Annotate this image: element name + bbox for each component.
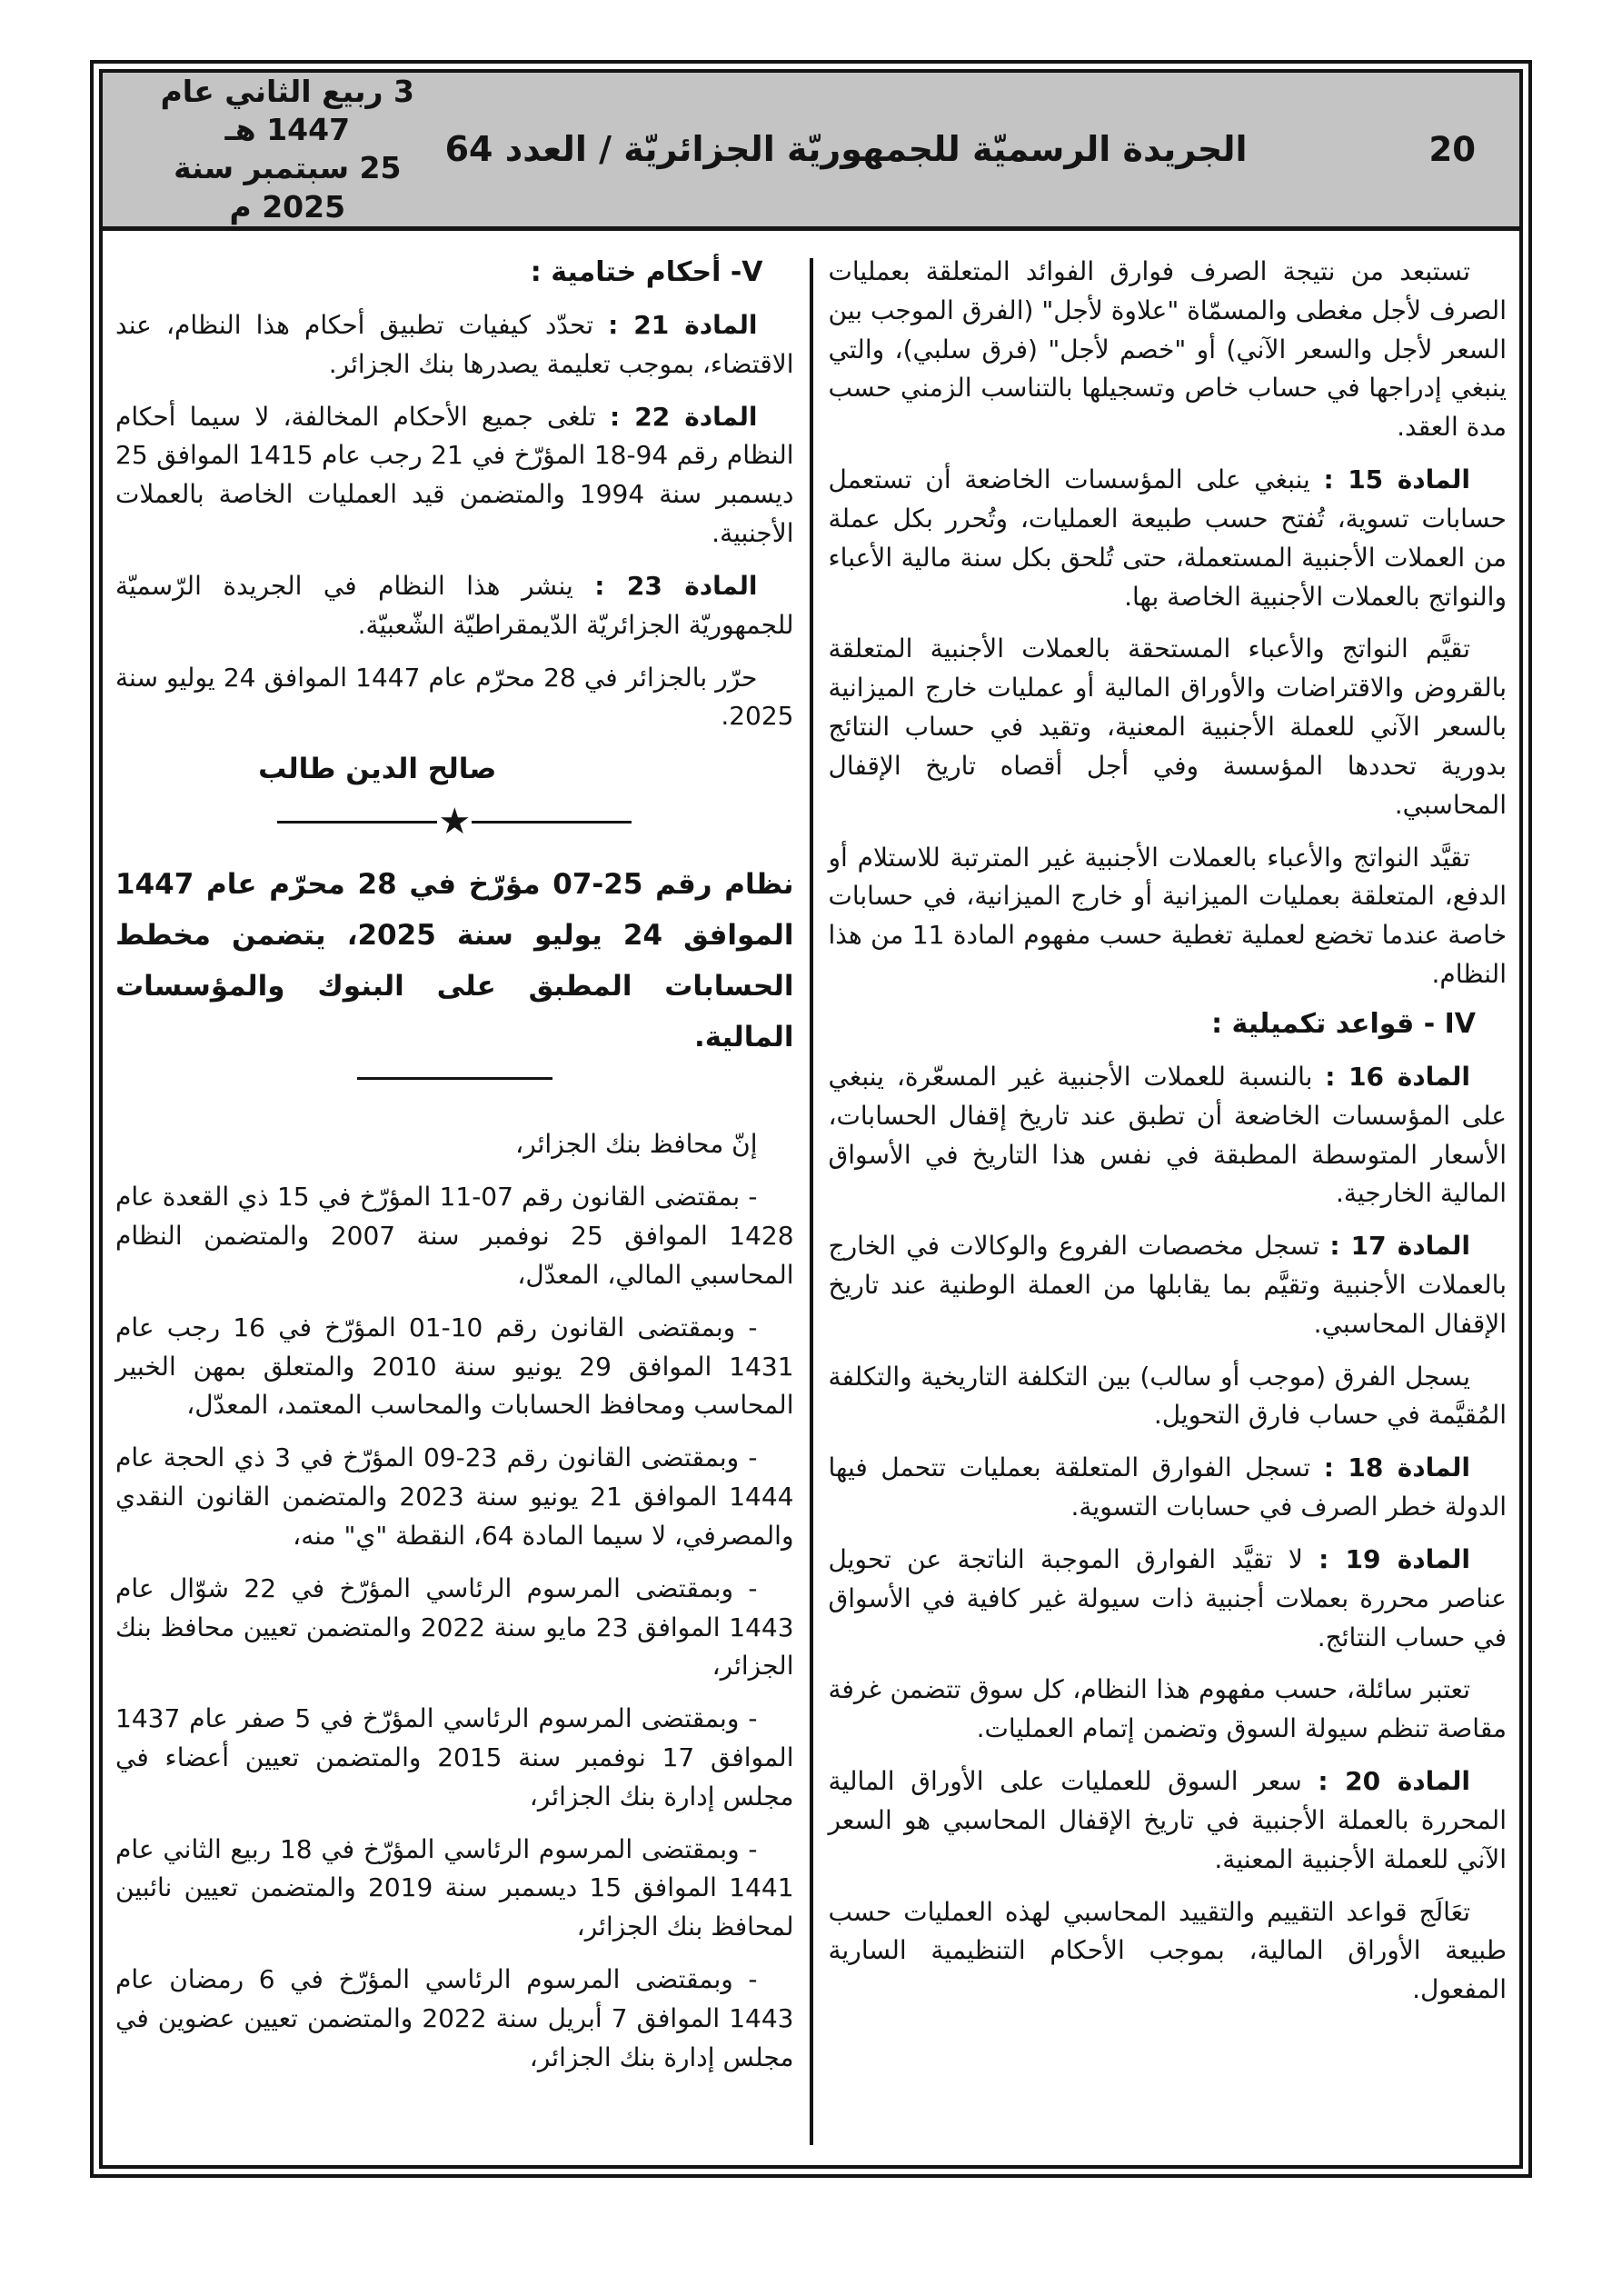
regulation-title: نظام رقم 25-07 مؤرّخ في 28 محرّم عام 1447 الموافق 24 يوليو سنة 2025، يتضمن مخطط الحسابات المطبق على البنوك والمؤسسات المالية. [115,868,794,1053]
visa-paragraph: - وبمقتضى القانون رقم 10-01 المؤرّخ في 16 رجب عام 1431 الموافق 29 يونيو سنة 2010 والمتعلق بمهن الخبير المحاسب ومحافظ الحسابات والمحاسب المعتمد، المعدّل، [115,1312,794,1421]
column-divider [810,258,813,2145]
spacer [115,1113,794,1125]
article-17-paragraph: المادة 17 : تسجل مخصصات الفروع والوكالات في الخارج بالعملات الأجنبية وتقيَّم بما يقابلها من العملة الوطنية عند تاريخ الإقفال المحاسبي. [828,1231,1507,1339]
visa-paragraph: - وبمقتضى المرسوم الرئاسي المؤرّخ في 22 شوّال عام 1443 الموافق 23 مايو سنة 2022 والمتضمن تعيين محافظ بنك الجزائر، [115,1572,794,1682]
date-gregorian: 25 سبتمبر سنة 2025 م [174,150,402,225]
journal-title: الجريدة الرسميّة للجمهوريّة الجزائريّة / العدد 64 [444,129,1248,170]
signature-name: صالح الدين طالب [258,753,497,786]
article-16-paragraph: المادة 16 : بالنسبة للعملات الأجنبية غير المسعّرة، ينبغي على المؤسسات الخاضعة أن تطبق عند تاريخ إقفال الحسابات، الأسعار المتوسطة المطبقة في نفس هذا التاريخ في الأسواق المالية الخارجية. [828,1061,1507,1209]
article-22-number: المادة 22 : [610,401,758,432]
article-17-number: المادة 17 : [1329,1231,1470,1262]
section-heading-final-provisions: V- أحكام ختامية : [530,255,763,288]
article-20-number: المادة 20 : [1318,1766,1470,1797]
preamble-paragraph: إنّ محافظ بنك الجزائر، [515,1129,758,1160]
article-paragraph: تعَالَج قواعد التقييم والتقييد المحاسبي لهذه العمليات حسب طبيعة الأوراق المالية، بموجب الأحكام التنظيمية السارية المفعول. [828,1896,1507,2005]
article-16-number: المادة 16 : [1325,1061,1470,1092]
article-18-number: المادة 18 : [1323,1452,1470,1483]
visa-paragraph: - وبمقتضى المرسوم الرئاسي المؤرّخ في 18 ربيع الثاني عام 1441 الموافق 15 ديسمبر سنة 2019 والمتضمن تعيين نائبين لمحافظ بنك الجزائر، [115,1833,794,1942]
page-number: 20 [1428,129,1476,169]
section-heading-complementary-rules: IV - قواعد تكميلية : [1211,1007,1476,1040]
date-hijri: 3 ربيع الثاني عام 1447 هـ [160,74,414,148]
divider-line [472,821,632,824]
page-frame [90,60,1532,2178]
article-paragraph: تقيَّد النواتج والأعباء بالعملات الأجنبية غير المترتبة للاستلام أو الدفع، المتعلقة بعمليات الميزانية أو خارج الميزانية، في حسابات خاصة عندما تخضع لعملية تغطية حسب مفهوم المادة 11 من هذا النظام. [828,842,1507,990]
star-divider [277,801,632,844]
star-icon: ★ [438,801,472,844]
article-20-paragraph: المادة 20 : سعر السوق للعمليات على الأوراق المالية المحررة بالعملة الأجنبية في تاريخ الإقفال المحاسبي هو السعر الآني للعملة الأجنبية المعنية. [828,1766,1507,1874]
article-19-paragraph: المادة 19 : لا تقيَّد الفوارق الموجبة الناتجة عن تحويل عناصر محررة بعملات أجنبية ذات سيولة غير كافية في الأسواق في حساب النتائج. [828,1543,1507,1652]
article-19-number: المادة 19 : [1318,1543,1470,1574]
article-22-paragraph: المادة 22 : تلغى جميع الأحكام المخالفة، لا سيما أحكام النظام رقم 94-18 المؤرّخ في 21 رجب عام 1415 الموافق 25 ديسمبر سنة 1994 والمتضمن قيد العمليات الخاصة بالعملات الأجنبية. [115,401,794,549]
masthead [103,73,1519,231]
article-23-paragraph: المادة 23 : ينشر هذا النظام في الجريدة الرّسميّة للجمهوريّة الجزائريّة الدّيمقراطيّة الشّعبيّة. [115,570,794,640]
page-frame-inner [99,69,1523,2169]
visa-paragraph: - وبمقتضى المرسوم الرئاسي المؤرّخ في 5 صفر عام 1437 الموافق 17 نوفمبر سنة 2015 والمتضمن تعيين أعضاء في مجلس إدارة بنك الجزائر، [115,1703,794,1812]
done-at-paragraph: حرّر بالجزائر في 28 محرّم عام 1447 الموافق 24 يوليو سنة 2025. [115,662,794,732]
article-23-number: المادة 23 : [594,570,758,601]
article-paragraph: تستبعد من نتيجة الصرف فوارق الفوائد المتعلقة بعمليات الصرف لأجل مغطى والمسمّاة "علاوة لأجل" (الفرق الموجب بين السعر لأجل والسعر الآني) أو "خصم لأجل" (فرق سلبي)، والتي ينبغي إدراجها في حساب خاص وتسجيلها بالتناسب الزمني حسب مدة العقد. [828,255,1507,443]
page-body [103,231,1519,2165]
visa-paragraph: - وبمقتضى المرسوم الرئاسي المؤرّخ في 6 رمضان عام 1443 الموافق 7 أبريل سنة 2022 والمتضمن تعيين عضوين في مجلس إدارة بنك الجزائر، [115,1964,794,2072]
title-underline-rule [357,1077,552,1080]
column-right [829,253,1508,2158]
article-15-paragraph: المادة 15 : ينبغي على المؤسسات الخاضعة أن تستعمل حسابات تسوية، تُفتح حسب طبيعة العمليات، وتُحرر بكل عملة من العملات الأجنبية المستعملة، حتى تُلحق بكل سنة مالية الأعباء والنواتج بالعملات الأجنبية الخاصة بها. [828,464,1507,612]
article-paragraph: تقيَّم النواتج والأعباء المستحقة بالعملات الأجنبية المتعلقة بالقروض والاقتراضات والأوراق المالية أو عمليات خارج الميزانية بالسعر الآني للعملة الأجنبية المعنية، وتقيد في حساب النتائج بدورية تحددها المؤسسة وفي أجل أقصاه تاريخ الإقفال المحاسبي. [828,634,1507,820]
visa-paragraph: - وبمقتضى القانون رقم 23-09 المؤرّخ في 3 ذي الحجة عام 1444 الموافق 21 يونيو سنة 2023 والمتضمن القانون النقدي والمصرفي، لا سيما المادة 64، النقطة "ي" منه، [115,1442,794,1551]
divider-line [277,821,437,824]
issue-dates [130,73,445,226]
column-left [115,253,794,2158]
article-21-paragraph: المادة 21 : تحدّد كيفيات تطبيق أحكام هذا النظام، عند الاقتضاء، بموجب تعليمة يصدرها بنك الجزائر. [115,309,794,379]
visa-paragraph: - بمقتضى القانون رقم 07-11 المؤرّخ في 15 ذي القعدة عام 1428 الموافق 25 نوفمبر سنة 2007 والمتضمن النظام المحاسبي المالي، المعدّل، [115,1182,794,1290]
article-21-number: المادة 21 : [608,309,758,340]
article-paragraph: يسجل الفرق (موجب أو سالب) بين التكلفة التاريخية والتكلفة المُقيَّمة في حساب فارق التحويل. [828,1361,1507,1431]
article-18-paragraph: المادة 18 : تسجل الفوارق المتعلقة بعمليات تتحمل فيها الدولة خطر الصرف في حسابات التسوية. [828,1452,1507,1522]
article-paragraph: تعتبر سائلة، حسب مفهوم هذا النظام، كل سوق تتضمن غرفة مقاصة تنظم سيولة السوق وتضمن إتمام العمليات. [828,1674,1507,1744]
article-15-number: المادة 15 : [1323,464,1470,495]
